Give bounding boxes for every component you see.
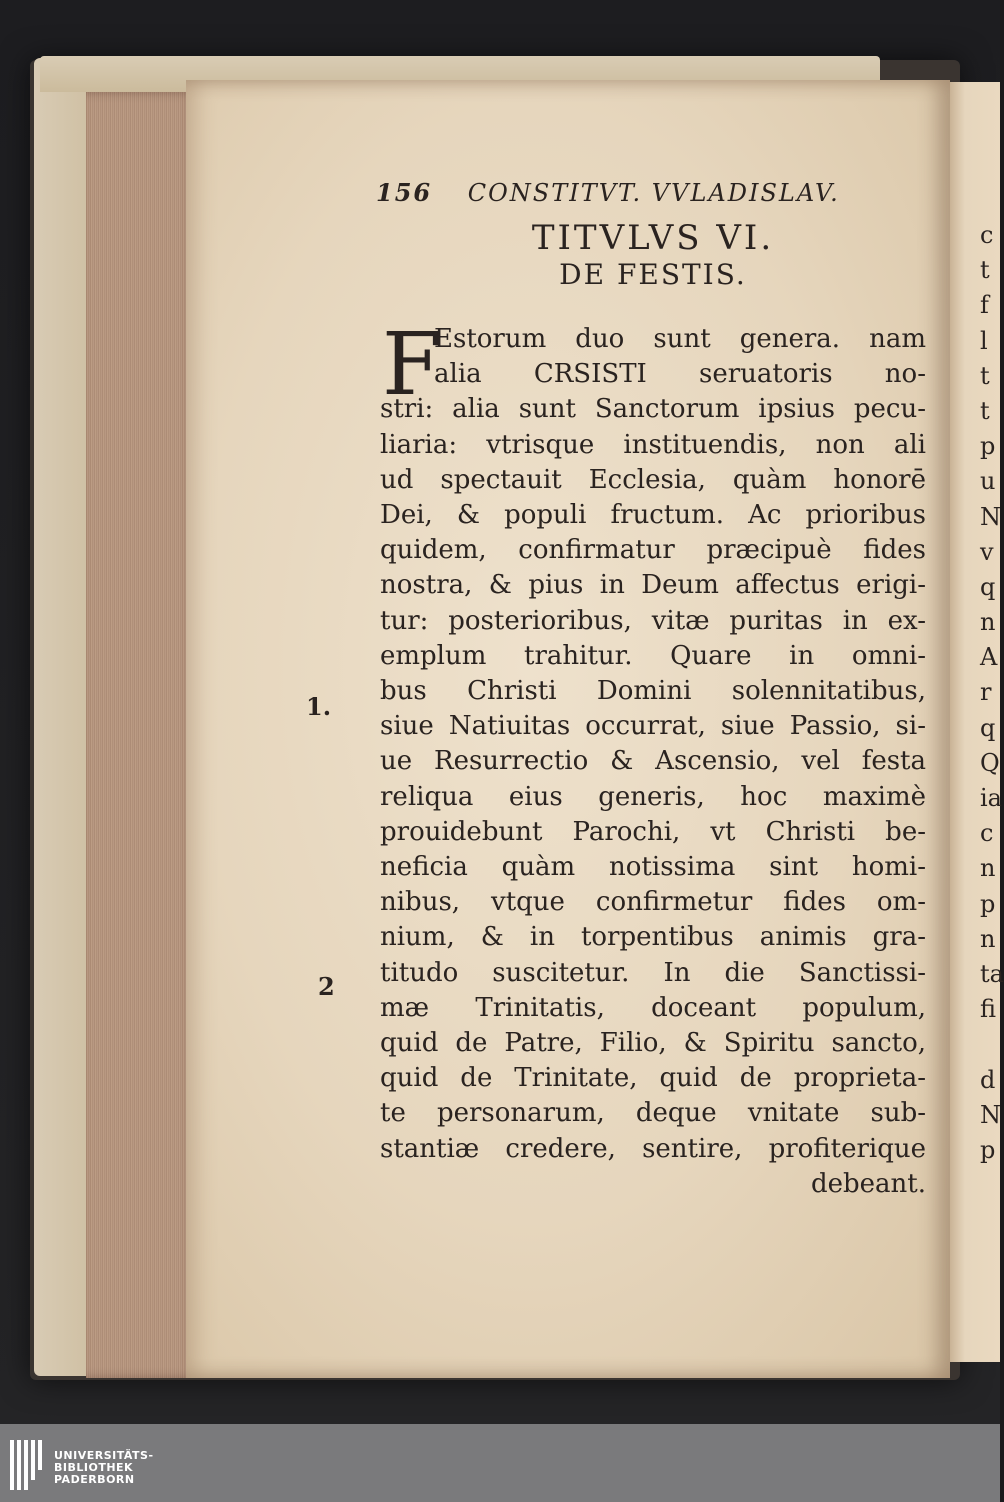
text-line: nibus, vtque confirmetur fides om- [380, 887, 926, 918]
facing-page-line: n [980, 854, 996, 883]
text-line: nium, & in torpentibus animis gra- [380, 922, 926, 953]
facing-page-text [980, 218, 1004, 1168]
facing-page-line: p [980, 432, 996, 461]
facing-page-line: ia [980, 784, 1002, 812]
facing-page-line: c [980, 819, 994, 848]
text-line: stantiæ credere, sentire, profiterique [380, 1133, 926, 1164]
facing-page-line: u [980, 467, 996, 496]
text-line: siue Natiuitas occurrat, siue Passio, si- [380, 711, 926, 742]
facing-page-line: p [980, 1135, 996, 1164]
running-head [376, 178, 840, 207]
text-line: alia CRSISTI seruatoris no- [434, 359, 926, 390]
facing-page-line: r [980, 678, 992, 707]
text-line: te personarum, deque vnitate sub- [380, 1098, 926, 1129]
text-line: quid de Patre, Filio, & Spiritu sancto, [380, 1028, 926, 1059]
text-line: quid de Trinitate, quid de proprieta- [380, 1063, 926, 1094]
facing-page-line: p [980, 889, 996, 918]
facing-page-line: N [980, 502, 1001, 531]
running-title: CONSTITVT. VVLADISLAV. [467, 179, 840, 207]
facing-page-line: l [980, 326, 988, 355]
text-line: bus Christi Domini solennitatibus, [380, 676, 926, 707]
margin-note-1: 1. [306, 692, 332, 721]
facing-page-line: n [980, 608, 996, 637]
facing-page-line: f [980, 291, 989, 320]
library-logo-icon [8, 1434, 48, 1496]
text-line: titudo suscitetur. In die Sanctissi- [380, 957, 926, 988]
facing-page-line: ta [980, 959, 1004, 988]
facing-page-line: Q [980, 748, 1000, 777]
facing-page-line: fi [980, 995, 997, 1024]
logo-line: UNIVERSITÄTS- [54, 1449, 154, 1462]
text-line: prouidebunt Parochi, vt Christi be- [380, 816, 926, 847]
text-line: emplum trahitur. Quare in omni- [380, 640, 926, 671]
facing-page-line: q [980, 713, 996, 742]
facing-page-line: N [980, 1100, 1001, 1129]
footer-bar [0, 1424, 1000, 1502]
text-line: stri: alia sunt Sanctorum ipsius pecu- [380, 394, 926, 425]
text-line: tur: posterioribus, vitæ puritas in ex- [380, 605, 926, 636]
text-line: ue Resurrectio & Ascensio, vel festa [380, 746, 926, 777]
facing-page-line: t [980, 361, 990, 390]
text-line: nostra, & pius in Deum affectus erigi- [380, 570, 926, 601]
facing-page-line: q [980, 572, 996, 601]
text-line: debeant. [810, 1168, 926, 1199]
facing-page-line: A [980, 643, 998, 672]
facing-page-line [980, 1027, 1004, 1062]
text-line: Dei, & populi fructum. Ac prioribus [380, 500, 926, 531]
page-edges [86, 92, 196, 1378]
text-line: mæ Trinitatis, doceant populum, [380, 992, 926, 1023]
logo-line: PADERBORN [54, 1473, 135, 1486]
page-number: 156 [376, 178, 433, 207]
text-line: ud spectauit Ecclesia, quàm honorē [380, 464, 926, 495]
text-line: neficia quàm notissima sint homi- [380, 852, 926, 883]
drop-capital: F [382, 315, 442, 415]
text-line: Estorum duo sunt genera. nam [434, 324, 926, 354]
text-line: reliqua eius generis, hoc maximè [380, 781, 926, 812]
library-logo-text [54, 1450, 154, 1486]
facing-page-line: t [980, 396, 990, 425]
section-subtitle: DE FESTIS. [559, 258, 747, 291]
facing-page-line: c [980, 221, 994, 249]
body-text [380, 315, 926, 1202]
text-line: quidem, confirmatur præcipuè fides [380, 535, 926, 566]
section-title: TITVLVS VI. [531, 218, 775, 258]
facing-page-line: n [980, 924, 996, 953]
logo-line: BIBLIOTHEK [54, 1461, 134, 1474]
text-line: liaria: vtrisque instituendis, non ali [380, 429, 926, 460]
facing-page-line: t [980, 256, 990, 285]
margin-note-2: 2 [318, 972, 335, 1001]
facing-page-line: v [980, 537, 994, 566]
facing-page-line: d [980, 1065, 996, 1094]
